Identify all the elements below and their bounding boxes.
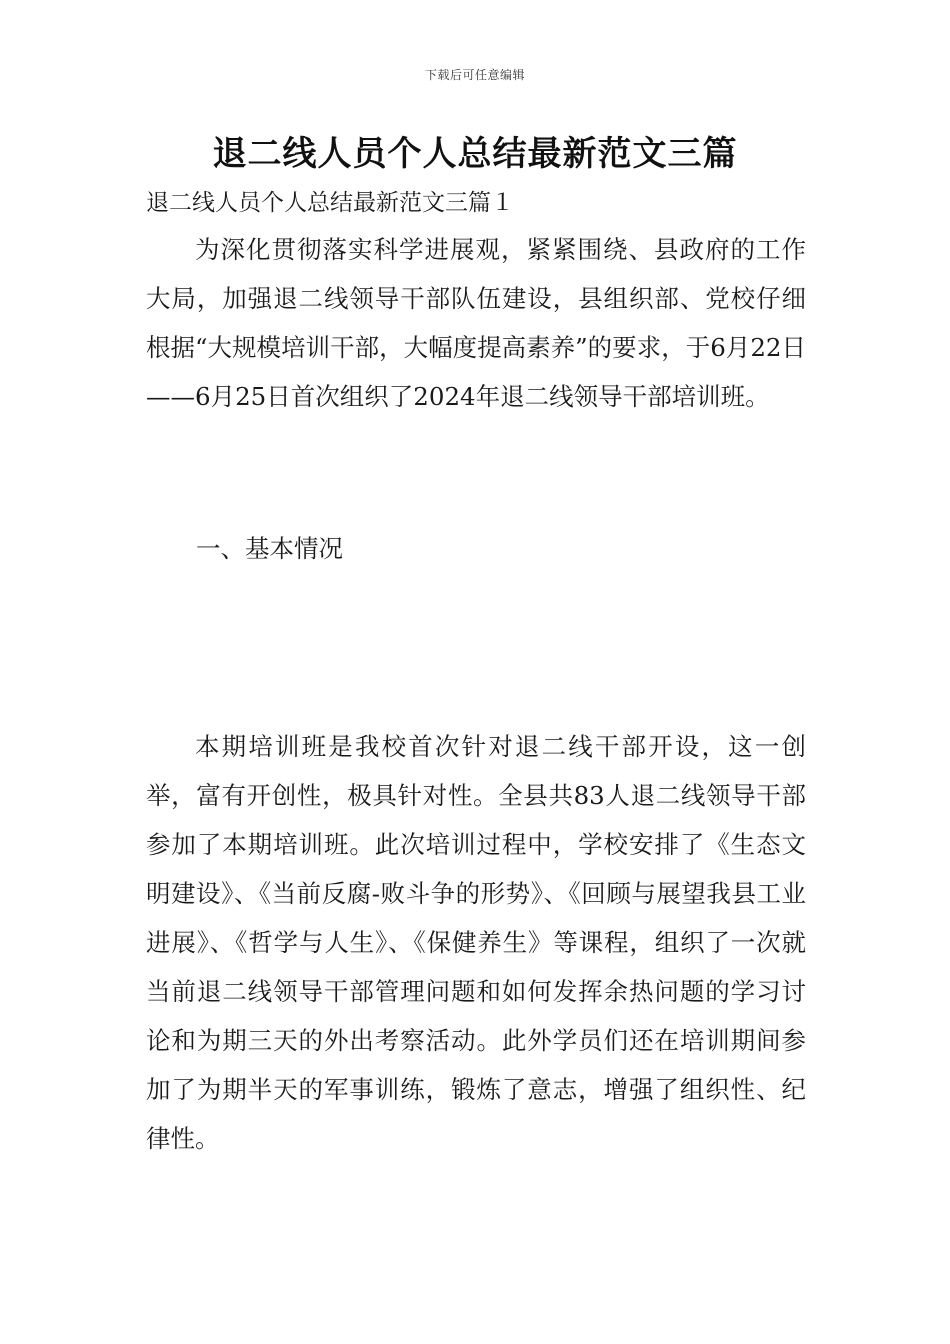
document-title: 退二线人员个人总结最新范文三篇 <box>212 134 738 174</box>
paragraph-intro: 为深化贯彻落实科学进展观，紧紧围绕、县政府的工作大局，加强退二线领导干部队伍建设，县组织部、党校仔细根据“大规模培训干部，大幅度提高素养”的要求，于6月22日——6月25日首次组织了2024年退二线领导干部培训班。 <box>146 235 806 411</box>
paragraph-training-summary: 本期培训班是我校首次针对退二线干部开设，这一创举，富有开创性，极具针对性。全县共83人退二线领导干部参加了本期培训班。此次培训过程中，学校安排了《生态文明建设》、《当前反腐-败斗争的形势》、《回顾与展望我县工业进展》、《哲学与人生》、《保健养生》等课程，组织了一次就当前退二线领导干部管理问题和如何发挥余热问题的学习讨论和为期三天的外出考察活动。此外学员们还在培训期间参加了为期半天的军事训练，锻炼了意志，增强了组织性、纪律性。 <box>146 732 806 1153</box>
section-heading: 一、基本情况 <box>196 534 343 563</box>
page-header-note: 下载后可任意编辑 <box>424 68 525 82</box>
document-subtitle: 退二线人员个人总结最新范文三篇１ <box>146 190 514 216</box>
